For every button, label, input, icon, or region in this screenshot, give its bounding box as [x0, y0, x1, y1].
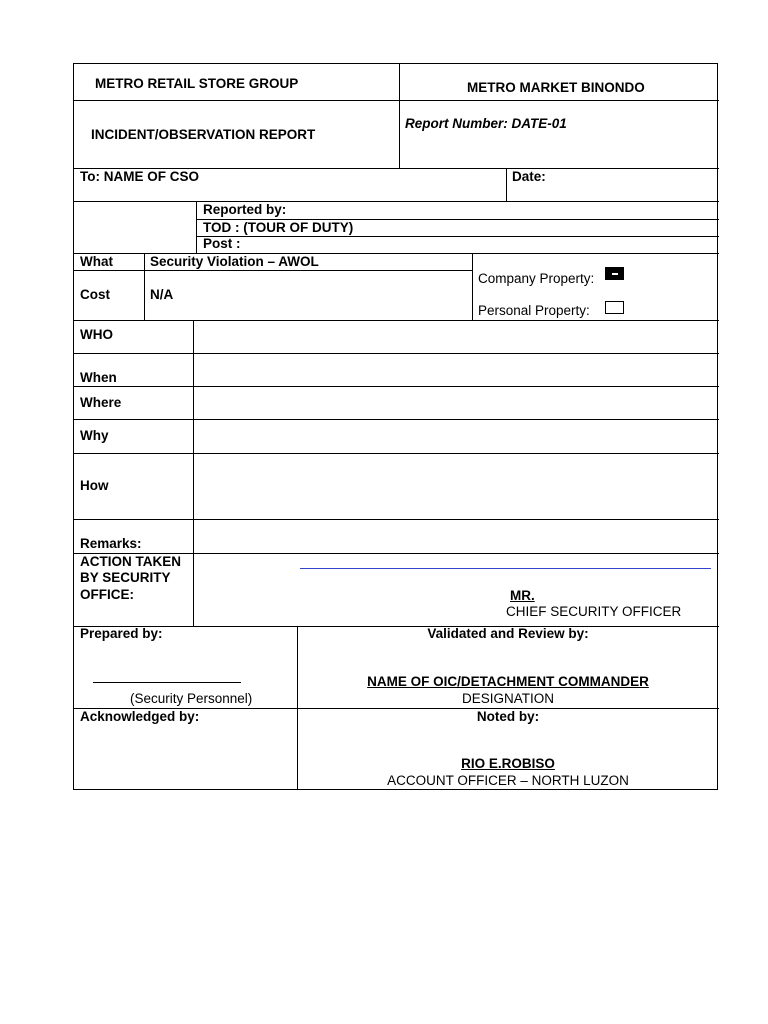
- validated-by-title: DESIGNATION: [461, 691, 554, 706]
- who-label: WHO: [80, 327, 113, 342]
- personal-property-label: Personal Property:: [478, 303, 590, 318]
- action-taken-label: OFFICE:: [80, 587, 134, 602]
- divider: [196, 236, 719, 237]
- incident-report-form: [73, 63, 718, 790]
- prepared-by-label: Prepared by:: [80, 626, 163, 641]
- prepared-signature-line: [93, 682, 241, 683]
- divider: [193, 320, 194, 626]
- acknowledged-by-label: Acknowledged by:: [80, 709, 200, 724]
- branch-name: METRO MARKET BINONDO: [467, 80, 645, 95]
- validated-by-name: NAME OF OIC/DETACHMENT COMMANDER: [367, 674, 649, 689]
- action-taken-label: BY SECURITY: [80, 570, 171, 585]
- remarks-label: Remarks:: [80, 536, 142, 551]
- report-title: INCIDENT/OBSERVATION REPORT: [91, 127, 316, 142]
- to-field[interactable]: To: NAME OF CSO: [80, 169, 199, 184]
- divider: [506, 168, 507, 201]
- company-property-label: Company Property:: [478, 271, 595, 286]
- what-value[interactable]: Security Violation – AWOL: [150, 254, 319, 269]
- noted-by-name: RIO E.ROBISO: [461, 756, 555, 771]
- why-label: Why: [80, 428, 109, 443]
- divider: [74, 353, 719, 354]
- divider: [472, 253, 473, 320]
- company-property-checkbox[interactable]: [605, 267, 624, 280]
- where-label: Where: [80, 395, 122, 410]
- divider: [196, 201, 197, 253]
- divider: [74, 453, 719, 454]
- date-field[interactable]: Date:: [512, 169, 546, 184]
- prepared-by-role: (Security Personnel): [130, 691, 253, 706]
- divider: [74, 519, 719, 520]
- tod-field[interactable]: TOD : (TOUR OF DUTY): [203, 220, 354, 235]
- noted-by-title: ACCOUNT OFFICER – NORTH LUZON: [387, 773, 629, 788]
- action-signature-line: [300, 568, 711, 569]
- how-label: How: [80, 478, 109, 493]
- action-taken-label: ACTION TAKEN: [80, 554, 181, 569]
- divider: [74, 270, 472, 271]
- divider: [74, 320, 719, 321]
- when-label: When: [80, 370, 117, 385]
- divider: [74, 386, 719, 387]
- reported-by-field[interactable]: Reported by:: [203, 202, 287, 217]
- cost-label: Cost: [80, 287, 110, 302]
- divider: [74, 100, 719, 101]
- cost-value[interactable]: N/A: [150, 287, 174, 302]
- report-number: Report Number: DATE-01: [405, 116, 567, 131]
- validated-by-label: Validated and Review by:: [427, 626, 589, 641]
- post-field[interactable]: Post :: [203, 236, 241, 251]
- divider: [144, 253, 145, 320]
- divider: [74, 419, 719, 420]
- what-label: What: [80, 254, 113, 269]
- chief-security-name: MR.: [510, 588, 535, 603]
- chief-security-title: CHIEF SECURITY OFFICER: [506, 604, 682, 619]
- company-name: METRO RETAIL STORE GROUP: [95, 76, 299, 91]
- personal-property-checkbox[interactable]: [605, 301, 624, 314]
- noted-by-label: Noted by:: [476, 709, 540, 724]
- divider: [74, 201, 719, 202]
- divider: [399, 64, 400, 168]
